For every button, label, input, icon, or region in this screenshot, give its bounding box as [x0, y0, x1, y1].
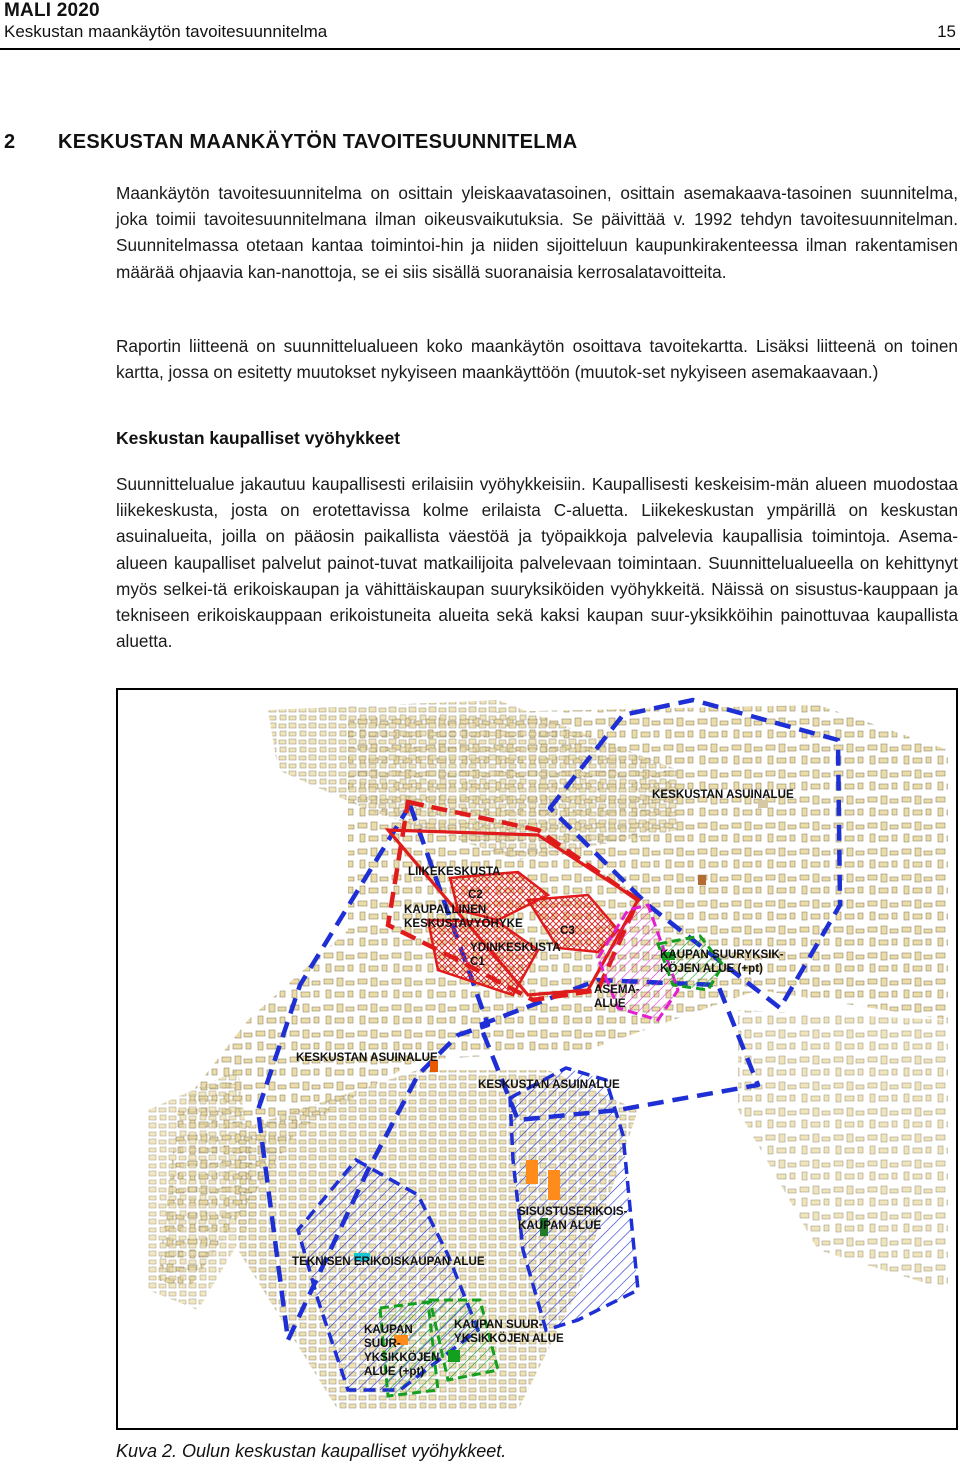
label-residential-c: KESKUSTAN ASUINALUE	[478, 1078, 620, 1091]
label-c2: C2	[468, 888, 483, 901]
label-commercial-zone: KAUPALLINEN KESKUSTAVYÖHYKE	[404, 903, 523, 930]
document-title: MALI 2020	[4, 0, 100, 21]
section-heading	[4, 131, 577, 154]
label-c1: C1	[470, 955, 485, 968]
label-large-units-sw: KAUPAN SUUR- YKSIKKÖJEN ALUE (+pt)	[364, 1323, 440, 1378]
header-rule	[0, 48, 960, 50]
subheading: Keskustan kaupalliset vyöhykkeet	[116, 428, 401, 448]
zone-map	[116, 688, 958, 1430]
section-title: KESKUSTAN MAANKÄYTÖN TAVOITESUUNNITELMA	[58, 131, 578, 153]
label-technical-trade: TEKNISEN ERIKOISKAUPAN ALUE	[292, 1255, 485, 1268]
paragraph-1: Maankäytön tavoitesuunnitelma on osittain yleiskaavatasoinen, osittain asemakaava-tasoinen suunnitelma, joka toimii tavoitesuunnitelmana ilman oikeusvaikutuksia. Se päivittää v. 1992 tehdyn tavoitesuunnitelman. Suunnitelmassa otetaan kantaa toimintoi-hin ja niiden sijoitteluun kaupunkirakenteessa ilman rakentamisen määrää ohjaavia kan-nanottoja, se ei siis sisällä suoranaisia kerrosalatavoitteita.	[116, 183, 958, 282]
section-number: 2	[4, 131, 16, 153]
figure-caption: Kuva 2. Oulun keskustan kaupalliset vyöhykkeet.	[116, 1441, 507, 1461]
label-core-center: YDINKESKUSTA	[470, 941, 561, 954]
label-large-units-ne: KAUPAN SUURYKSIK- KÖJEN ALUE (+pt)	[660, 948, 784, 975]
paragraph-2: Raportin liitteenä on suunnittelualueen koko maankäytön osoittava tavoitekartta. Lisäksi liitteenä on toinen kartta, jossa on esitetty muutokset nykyiseen maankäyttöön (muutok-set nykyiseen asemakaavaan.)	[116, 336, 958, 383]
label-residential-ne: KESKUSTAN ASUINALUE	[652, 788, 794, 801]
document-subtitle: Keskustan maankäytön tavoitesuunnitelma	[4, 22, 328, 41]
label-business-center: LIIKEKESKUSTA	[408, 865, 501, 878]
paragraph-3: Suunnittelualue jakautuu kaupallisesti erilaisiin vyöhykkeisiin. Kaupallisesti keskeisim-män alueen muodostaa liikekeskusta, josta on erotettavissa kolme erilaista C-aluetta. Liikekeskustan ympärillä on keskustan asuinalueita, joilla on pääosin paikallista väestöä ja työpaikkoja palvelevia kaupallisia toimintoja. Asema-alueen kaupalliset palvelut painot-tuvat matkailijoita palvelevaan toimintaan. Suunnittelualueella on kehittynyt myös selkei-tä erikoiskaupan ja vähittäiskaupan suuryksiköiden vyöhykkeitä. Näissä on sisustus-kauppaan ja tekniseen erikoiskauppaan erikoistuneita alueita sekä kaksi kaupan suur-yksikköihin painottuvaa kaupallista aluetta.	[116, 474, 958, 652]
label-residential-w: KESKUSTAN ASUINALUE	[296, 1051, 438, 1064]
label-c3: C3	[560, 924, 575, 937]
label-interior-design: SISUSTUSERIKOIS- KAUPAN ALUE	[518, 1205, 628, 1232]
label-large-units-s: KAUPAN SUUR- YKSIKKÖJEN ALUE	[454, 1318, 564, 1345]
label-station: ASEMA- ALUE	[594, 983, 640, 1010]
page-number: 15	[937, 22, 956, 41]
